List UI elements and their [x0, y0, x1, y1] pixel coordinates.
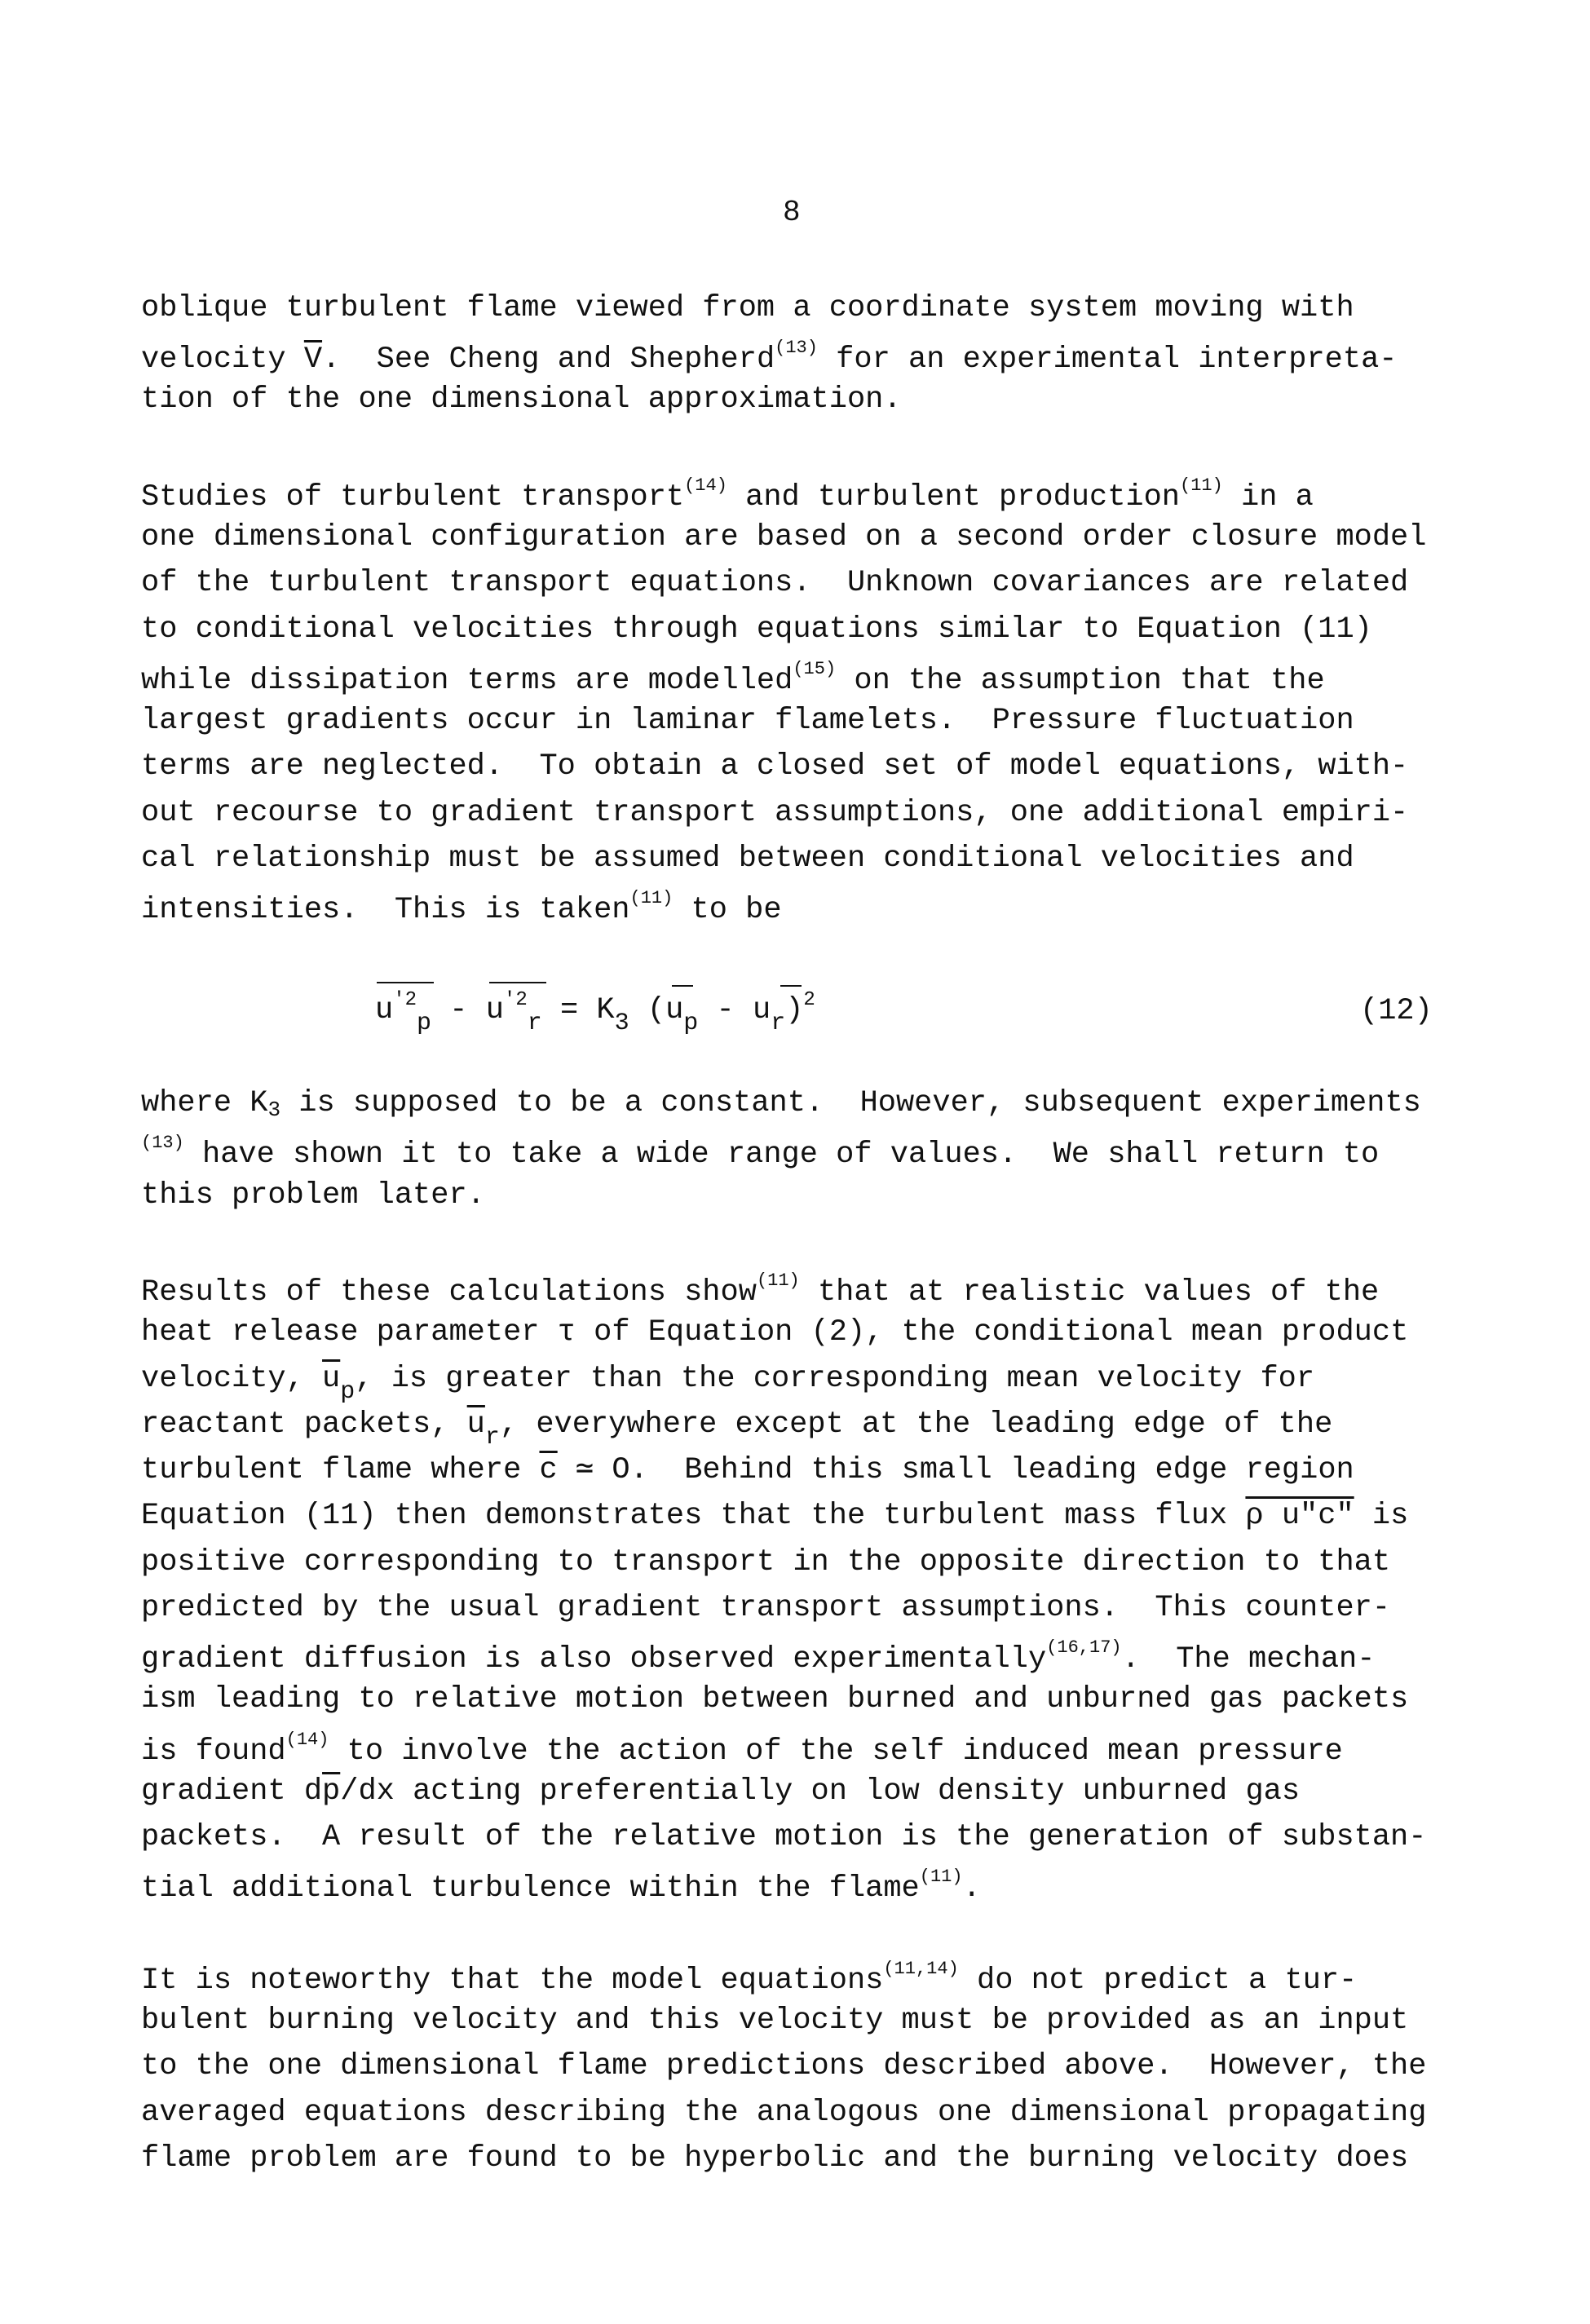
tau-symbol: τ — [557, 1315, 576, 1350]
text-line: one dimensional configuration are based on a second order closure model — [141, 520, 1427, 554]
mass-flux-term: ρ u"c" — [1245, 1499, 1354, 1533]
text-line: bulent burning velocity and this velocity must be provided as an input — [141, 2004, 1409, 2038]
citation: (11) — [1180, 475, 1223, 496]
text-line: averaged equations describing the analogous one dimensional propagating — [141, 2096, 1427, 2130]
text-line: is found$^{(14)}$ to involve the action of the self induced mean pressure — [141, 1730, 1343, 1769]
text-line: gradient $d\overline{p}/dx$ acting preferentially on low density unburned gas — [141, 1774, 1301, 1809]
overline-bar — [780, 985, 802, 987]
text-line: cal relationship must be assumed between conditional velocities and — [141, 842, 1354, 876]
citation: (13) — [775, 338, 818, 358]
citation: (11) — [919, 1867, 963, 1887]
text-line: terms are neglected. To obtain a closed set of model equations, with- — [141, 749, 1409, 784]
text-line: turbulent flame where $\overline{c}$ ≃ O. Behind this small leading edge region — [141, 1453, 1354, 1487]
text-line: Equation (11) then demonstrates that the turbulent mass flux ρ u"c" is — [141, 1499, 1409, 1533]
citation: (14) — [285, 1730, 329, 1750]
text-line: tion of the one dimensional approximation. — [141, 382, 902, 417]
citation: (16,17) — [1046, 1637, 1122, 1658]
text-line: $^{(13)}$ have shown it to take a wide range of values. We shall return to — [141, 1133, 1380, 1172]
citation: (11) — [629, 888, 674, 908]
text-line: positive corresponding to transport in the opposite direction to that — [141, 1545, 1391, 1580]
citation: (14) — [684, 475, 727, 496]
c-tilde-symbol: $\overline{c}$ — [539, 1453, 558, 1487]
text-line: largest gradients occur in laminar flamelets. Pressure fluctuation — [141, 704, 1354, 738]
text-line: gradient diffusion is also observed experimentally$^{(16,17)}$. The mechan- — [141, 1637, 1376, 1677]
text-line: out recourse to gradient transport assumptions, one additional empiri- — [141, 796, 1409, 830]
text-line: heat release parameter τ of Equation (2), the conditional mean product — [141, 1315, 1409, 1350]
citation: (11) — [756, 1270, 800, 1291]
text-line: this problem later. — [141, 1178, 485, 1213]
text-line: Results of these calculations show$^{(11)}$ that at realistic values of the — [141, 1270, 1380, 1310]
overline-bar — [672, 985, 693, 987]
text-line: intensities. This is taken$^{(11)}$ to be — [141, 888, 782, 927]
text-line: tial additional turbulence within the flame$^{(11)}$. — [141, 1867, 981, 1906]
text-line: ism leading to relative motion between burned and unburned gas packets — [141, 1682, 1409, 1716]
citation: (13) — [141, 1133, 184, 1153]
equation-number: (12) — [1360, 994, 1433, 1028]
text-line: to conditional velocities through equations similar to Equation (11) — [141, 612, 1372, 647]
text-line: while dissipation terms are modelled$^{(15)}$ on the assumption that the — [141, 659, 1325, 698]
text-line: Studies of turbulent transport$^{(14)}$ and turbulent production$^{(11)}$ in a — [141, 475, 1314, 515]
citation: (15) — [793, 659, 837, 679]
page-number: 8 — [783, 196, 801, 229]
text-line: flame problem are found to be hyperbolic and the burning velocity does — [141, 2141, 1409, 2176]
overline-bar — [377, 982, 434, 983]
text-line: of the turbulent transport equations. Unknown covariances are related — [141, 566, 1409, 600]
text-line: to the one dimensional flame predictions described above. However, the — [141, 2049, 1427, 2083]
citation: (11,14) — [883, 1959, 959, 1979]
text-line: oblique turbulent flame viewed from a coordinate system moving with — [141, 291, 1354, 325]
text-line: predicted by the usual gradient transport assumptions. This counter- — [141, 1591, 1391, 1625]
equation-body: $u^{'2}_p - u^{'2}_r = K_3$ $(u_p - u_r)^2$ — [375, 989, 815, 1037]
text-line: velocity $\overline{V}$. See Cheng and Shepherd$^{(13)}$ for an experimental interpreta- — [141, 338, 1398, 377]
text-line: velocity, $\overline{u}_p$, is greater than the corresponding mean velocity for — [141, 1362, 1315, 1406]
text-line: It is noteworthy that the model equations$^{(11,14)}$ do not predict a tur- — [141, 1959, 1358, 1998]
text-line: packets. A result of the relative motion is the generation of substan- — [141, 1820, 1427, 1854]
overline-bar — [489, 982, 546, 983]
text-line: where $K_3$ is supposed to be a constant. However, subsequent experiments — [141, 1086, 1421, 1122]
velocity-vector-symbol: $\overline{V}$ — [303, 342, 323, 377]
text-line: reactant packets, $\overline{u}_r$, everywhere except at the leading edge of the — [141, 1407, 1333, 1451]
